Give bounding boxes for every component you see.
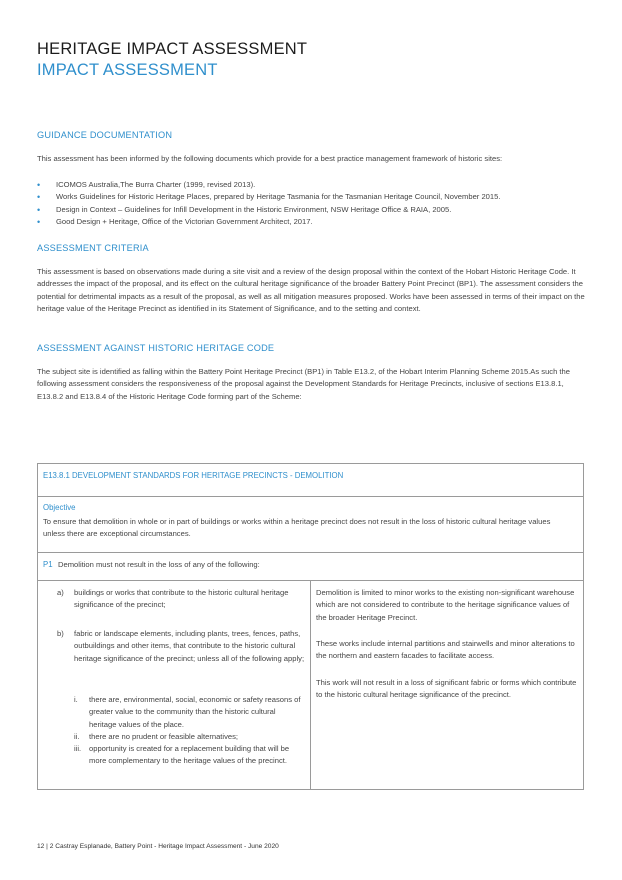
- criterion-b-marker: b): [57, 629, 64, 638]
- table-heading: E13.8.1 DEVELOPMENT STANDARDS FOR HERITAGE PRECINCTS - DEMOLITION: [43, 471, 344, 480]
- list-item: • Works Guidelines for Historic Heritage Places, prepared by Heritage Tasmania for the Tasmanian Heritage Council, November 2015.: [37, 192, 501, 203]
- response-paragraph-3: This work will not result in a loss of significant fabric or forms which contribute to the historic cultural heritage significance of the precinct.: [316, 678, 577, 700]
- sub-text-i: there are, environmental, social, economic or safety reasons of greater value to the community than the historic cultural heritage values of the place.: [89, 695, 301, 729]
- objective-row: [38, 497, 583, 553]
- sub-marker-ii: ii.: [74, 732, 80, 741]
- list-item: • Good Design + Heritage, Office of the Victorian Government Architect, 2017.: [37, 217, 313, 228]
- page-footer: 12 | 2 Castray Esplanade, Battery Point - Heritage Impact Assessment - June 2020: [37, 843, 279, 850]
- p1-row: [38, 553, 583, 581]
- list-item: • Design in Context – Guidelines for Infill Development in the Historic Environment, NSW Heritage Office & RAIA, 2005.: [37, 204, 452, 215]
- criterion-b-text: fabric or landscape elements, including plants, trees, fences, paths, outbuildings and other items, that contribute to the historic cultural heritage significance of the precinct; unless all of the following apply;: [74, 629, 305, 663]
- list-item: • ICOMOS Australia,The Burra Charter (1999, revised 2013).: [37, 180, 256, 190]
- standards-table: [37, 463, 584, 790]
- bullet-icon: •: [37, 204, 41, 215]
- sub-marker-iii: iii.: [74, 744, 82, 753]
- page-title: HERITAGE IMPACT ASSESSMENT: [37, 40, 308, 58]
- criterion-a-text: buildings or works that contribute to the historic cultural heritage significance of the precinct;: [74, 588, 289, 610]
- p1-label: P1: [43, 560, 53, 569]
- criteria-cell: [38, 581, 311, 789]
- against-text: The subject site is identified as falling within the Battery Point Heritage Precinct (BP1) in Table E13.2, of the Hobart Interim Planning Scheme 2015.As such the following assessment considers the responsiveness of the proposal against the Development Standards for Heritage Precincts, inclusive of sections E13.8.1, E13.8.2 and E13.8.4 of the Historic Heritage Code forming part of the Scheme:: [37, 367, 570, 401]
- guidance-heading: GUIDANCE DOCUMENTATION: [37, 130, 173, 140]
- sub-text-iii: opportunity is created for a replacement building that will be more complementary to the heritage values of the precinct.: [89, 744, 290, 766]
- bullet-icon: •: [37, 217, 41, 228]
- bullet-icon: •: [37, 192, 41, 203]
- objective-label: Objective: [43, 503, 76, 512]
- bullet-icon: •: [37, 180, 41, 190]
- sub-marker-i: i.: [74, 695, 78, 704]
- response-paragraph-2: These works include internal partitions and stairwells and minor alterations to the northern and eastern facades to facilitate access.: [316, 639, 575, 661]
- response-paragraph-1: Demolition is limited to minor works to the existing non-significant warehouse which are not considered to contribute to the heritage significance values of the broader Heritage Precinct.: [316, 588, 575, 622]
- guidance-intro: This assessment has been informed by the following documents which provide for a best practice management framework of historic sites:: [37, 154, 503, 163]
- response-cell: [311, 581, 583, 789]
- criteria-heading: ASSESSMENT CRITERIA: [37, 243, 149, 253]
- criterion-a-marker: a): [57, 588, 64, 597]
- table-header-row: [38, 464, 583, 497]
- page-subtitle: IMPACT ASSESSMENT: [37, 61, 218, 79]
- guidance-list: [37, 179, 597, 229]
- objective-text: To ensure that demolition in whole or in part of buildings or works within a heritage precinct does not result in the loss of historic cultural heritage values unless there are exceptional circumstances.: [43, 517, 551, 539]
- criteria-text: This assessment is based on observations made during a site visit and a review of the design proposal within the context of the Hobart Historic Heritage Code. It addresses the impact of the proposal, and its effect on the cultural heritage significance of the broader Battery Point Precinct (BP1). The assessment considers the potential for detrimental impacts as a result of the proposal, as well as all mitigation measures proposed. Works have been assessed in terms of their impact on the heritage value of the Heritage Precinct as identified in its Statement of Significance, and to the setting and context.: [37, 267, 585, 314]
- sub-text-ii: there are no prudent or feasible alternatives;: [89, 732, 239, 741]
- p1-text: Demolition must not result in the loss of any of the following:: [58, 560, 260, 569]
- against-heading: ASSESSMENT AGAINST HISTORIC HERITAGE CODE: [37, 343, 275, 353]
